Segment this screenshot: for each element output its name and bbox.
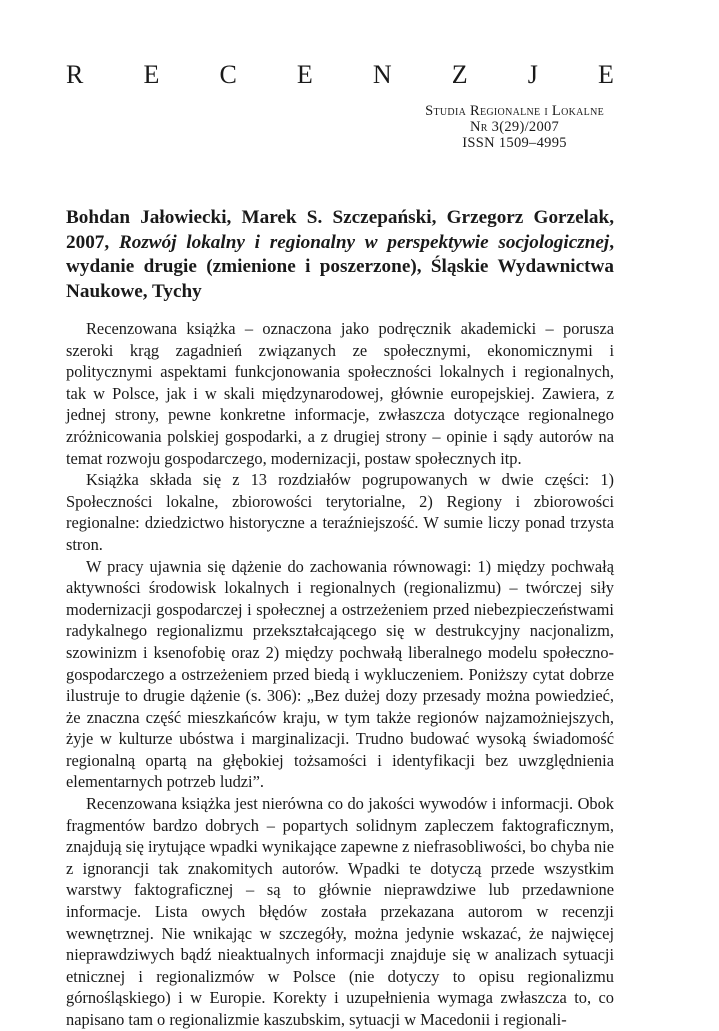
section-title-letter: E (296, 60, 313, 89)
body-paragraph: W pracy ujawnia się dążenie do zachowania równowagi: 1) między pochwałą aktywności środowisk lokalnych i regionalnych (regionalizmu) – twórczej siły modernizacji gospodarczej i społecznej a ostrzeżeniem przed niebezpieczeństwami radykalnego regionalizmu przekształcającego się w destrukcyjny nacjonalizm, szowinizm i ksenofobię oraz 2) między pochwałą liberalnego modelu społeczno-gospodarczego a ostrzeżeniem przed biedą i wykluczeniem. Poniższy cytat dobrze ilustruje to drugie dążenie (s. 306): „Bez dużej dozy przesady można powiedzieć, że znaczna część mieszkańców kraju, w tym także regionów najzamożniejszych, żyje w kulturze ubóstwa i marginalizacji. Trudno budować wysoką świadomość regionalną opartą na głębokiej tożsamości i identyfikacji bez uwzględnienia elementarnych potrzeb ludzi”. (66, 556, 614, 792)
section-title-letter: N (372, 60, 392, 89)
review-heading (66, 206, 614, 304)
section-title-letter: E (598, 60, 614, 89)
journal-issue: Nr 3(29)/2007 (470, 119, 560, 135)
journal-issn: ISSN 1509–4995 (462, 135, 567, 151)
section-title-letter: J (527, 60, 538, 89)
section-title-letter: Z (451, 60, 468, 89)
body-paragraph: Książka składa się z 13 rozdziałów pogrupowanych w dwie części: 1) Społeczności lokalne, zbiorowości terytorialne, 2) Regiony i zbiorowości regionalne: dziedzictwo historyczne a teraźniejszość. W sumie liczy ponad trzysta stron. (66, 470, 614, 554)
section-title-letter: C (219, 60, 237, 89)
journal-info (425, 103, 604, 151)
section-title-letter: E (143, 60, 160, 89)
body-paragraph: Recenzowana książka jest nierówna co do jakości wywodów i informacji. Obok fragmentów bardzo dobrych – popartych solidnym zapleczem faktograficznym, znajdują się irytujące wpadki wynikające zapewne z niefrasobliwości, bo chyba nie z ignorancji tak znakomitych autorów. Wpadki te dotyczą przede wszystkim warstwy faktograficznej – są to głównie nieprawdziwe lub przedawnione informacje. Lista owych błędów została przekazana autorom w recenzji wewnętrznej. Nie wnikając w szczegóły, można jedynie wskazać, że najwięcej nieprawdziwych bądź nieaktualnych informacji znajduje się w analizach sytuacji etnicznej i regionalizmów w Polsce (nie dotyczy to opisu regionalizmu górnośląskiego) i w Europie. Korekty i uzupełnienia wymaga zwłaszcza to, co napisano tam o regionalizmie kaszubskim, sytuacji w Macedonii i regionali- (66, 794, 614, 1029)
journal-name: Studia Regionalne i Lokalne (425, 103, 604, 119)
review-body (66, 318, 614, 1031)
section-title (66, 60, 614, 90)
review-book-title: Rozwój lokalny i regionalny w perspektywie socjologicznej (118, 231, 610, 253)
section-title-letter: R (66, 60, 84, 89)
page (66, 0, 615, 1029)
review-authors-year: Bohdan Jałowiecki, Marek S. Szczepański, Grzegorz Gorzelak, 2007, (66, 207, 614, 253)
body-paragraph: Recenzowana książka – oznaczona jako podręcznik akademicki – porusza szeroki krąg zagadnień związanych ze społecznymi, ekonomicznymi i politycznymi aspektami funkcjonowania społeczności lokalnych i regionalnych, tak w Polsce, jak i w skali międzynarodowej, głównie europejskiej. Zawiera, z jednej strony, pewne konkretne informacje, zwłaszcza dotyczące regionalnego zróżnicowania polskiej gospodarki, a z drugiej strony – opinie i sądy autorów na temat rozwoju gospodarczego, modernizacji, postaw społecznych itp. (66, 319, 614, 468)
review-publication-info: , wydanie drugie (zmienione i poszerzone), Śląskie Wydawnictwa Naukowe, Tychy (66, 231, 615, 302)
